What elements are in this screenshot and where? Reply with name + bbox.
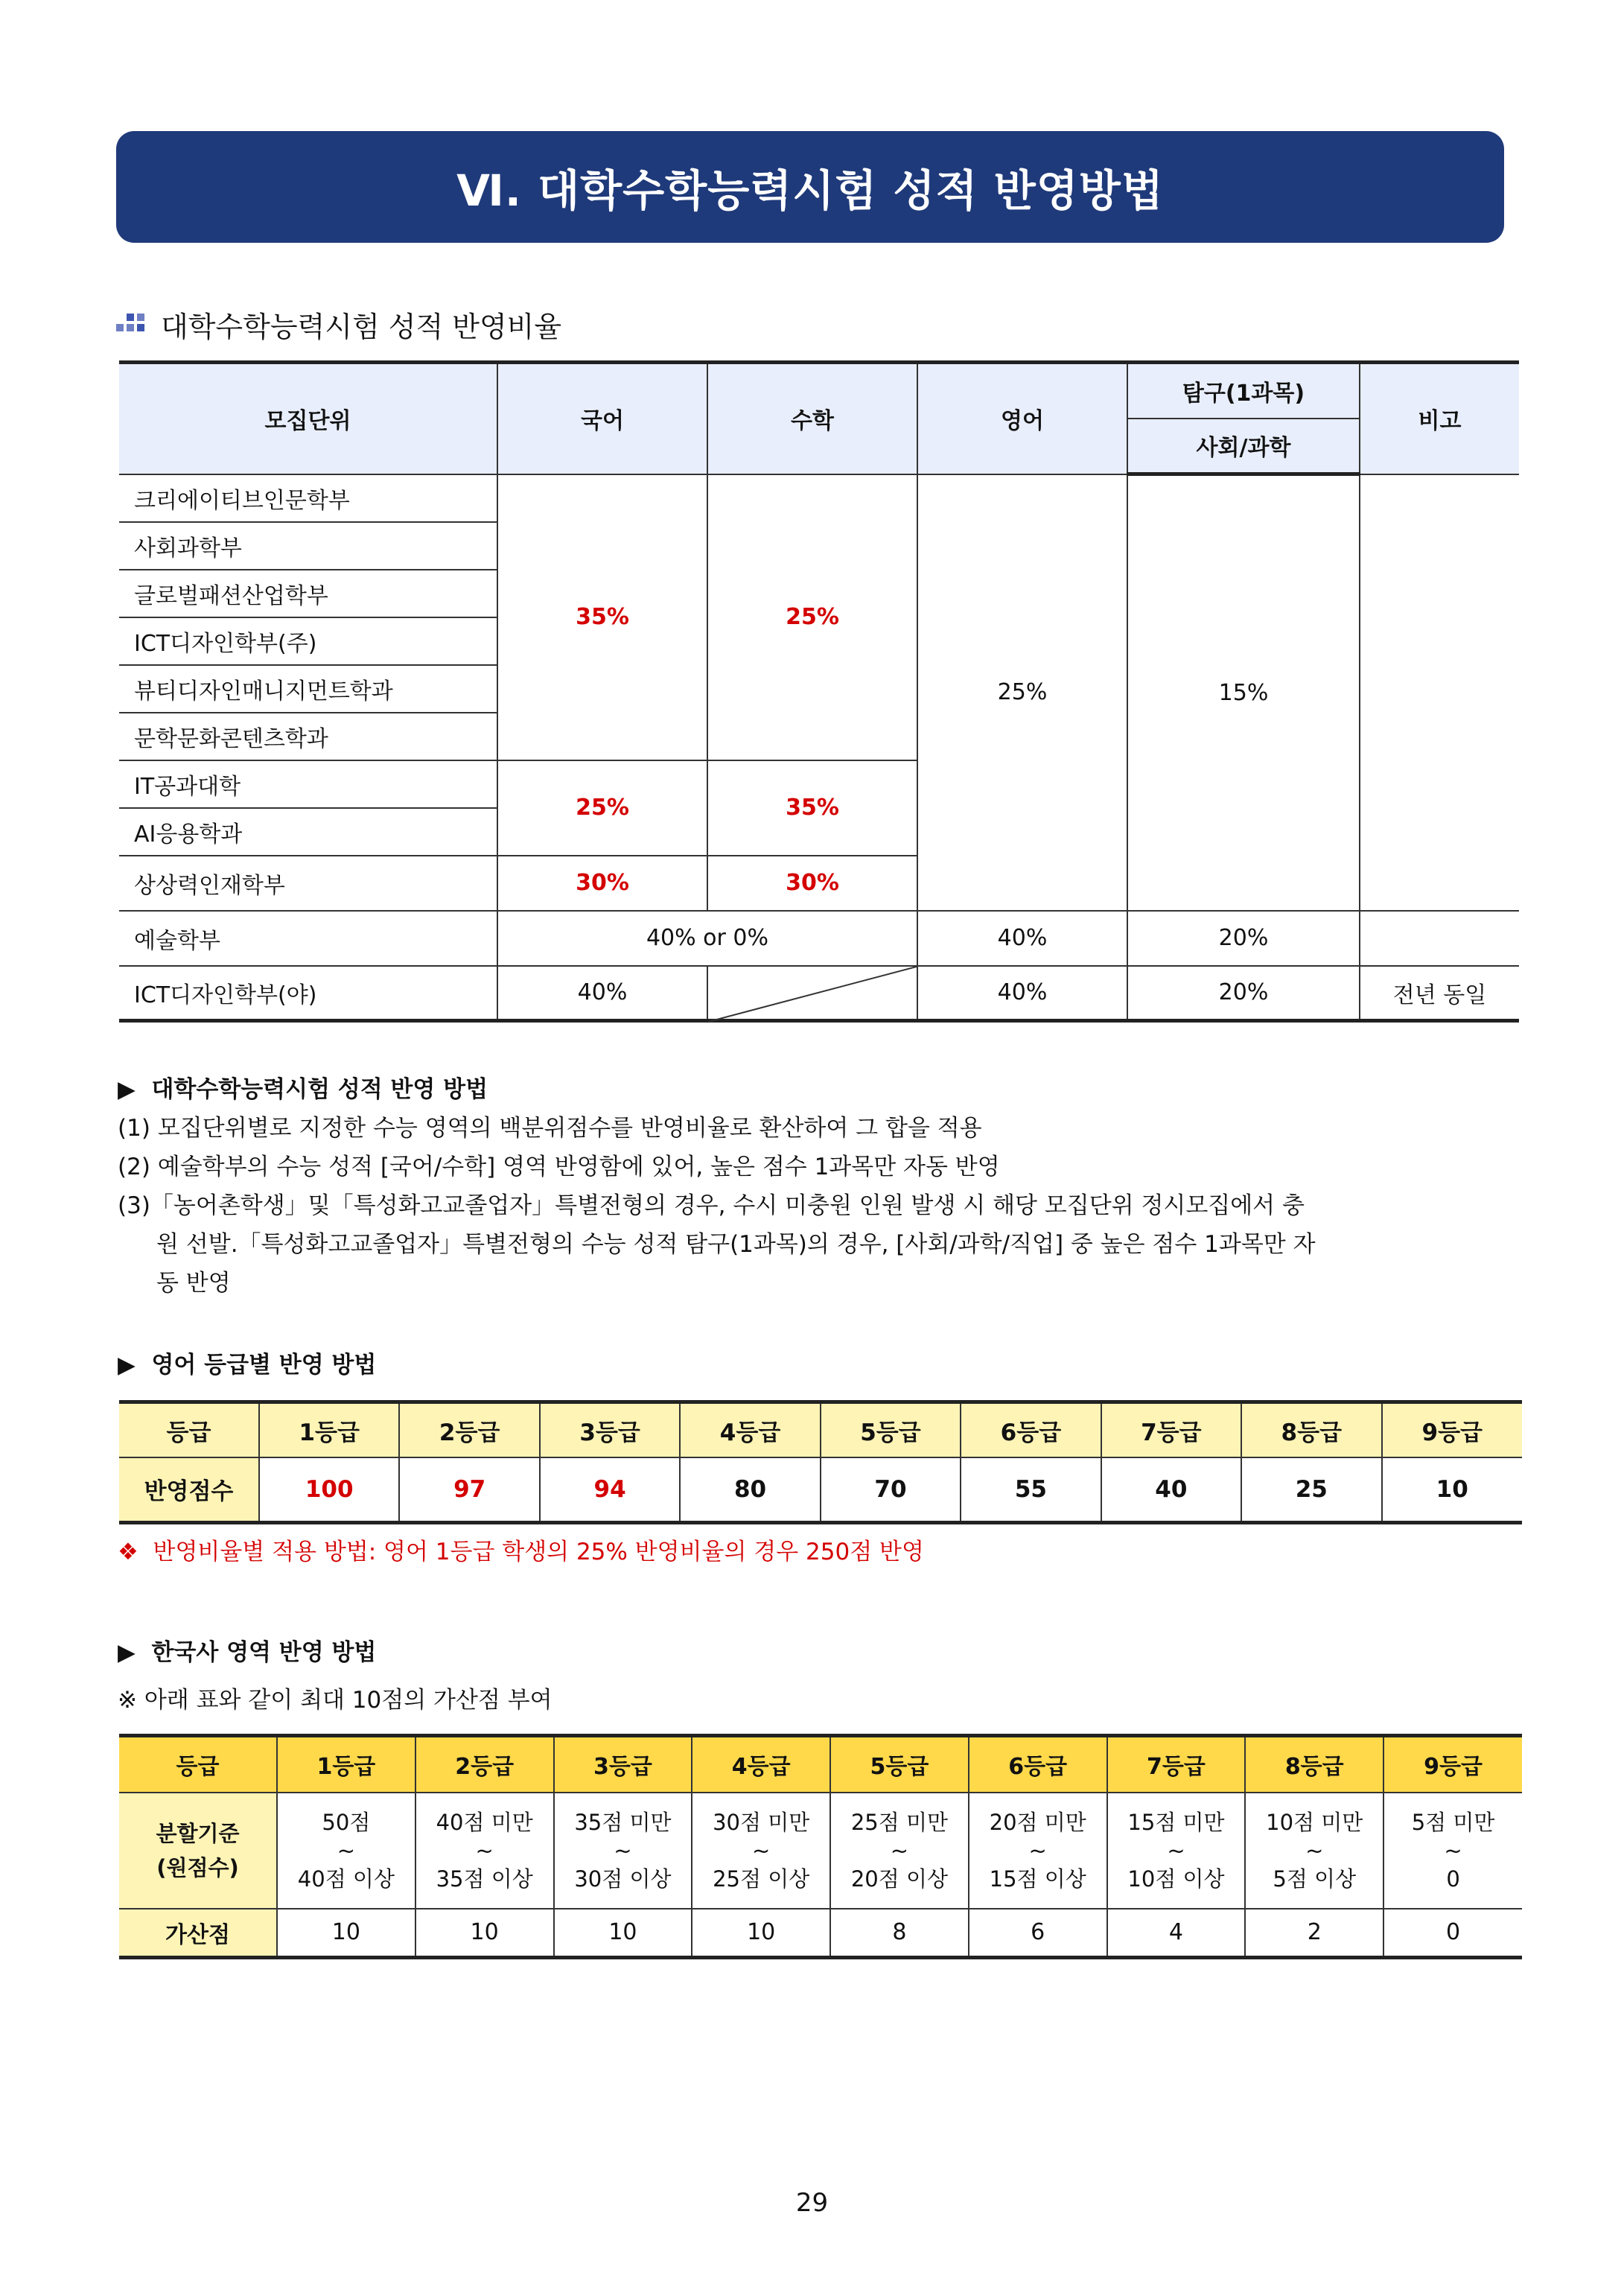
history-table <box>119 1734 1522 1959</box>
unit-cell: 글로벌패션산업학부 <box>119 570 497 617</box>
english-grade: 2등급 <box>399 1402 539 1457</box>
header-note: 비고 <box>1360 363 1519 474</box>
method-item: (3)「농어촌학생」및「특성화고교졸업자」특별전형의 경우, 수시 미충원 인원 발생 시 해당 모집단위 정시모집에서 충 <box>118 1192 1305 1219</box>
header-inquiry: 탐구(1과목) <box>1127 363 1360 419</box>
arts-note <box>1360 911 1519 966</box>
header-inquiry-sub: 사회/과학 <box>1127 419 1360 474</box>
unit-cell: 상상력인재학부 <box>119 856 497 911</box>
header-english: 영어 <box>917 363 1127 474</box>
history-criteria: 15점 미만 ~ 10점 이상 <box>1107 1793 1246 1909</box>
history-heading: ▶ 한국사 영역 반영 방법 <box>118 1639 377 1666</box>
history-criteria: 40점 미만 ~ 35점 이상 <box>415 1793 554 1909</box>
english-grade: 4등급 <box>680 1402 820 1457</box>
english-grade: 7등급 <box>1101 1402 1241 1457</box>
korean-ratio-group3: 30% <box>497 856 707 911</box>
english-note: ❖ 반영비율별 적용 방법: 영어 1등급 학생의 25% 반영비율의 경우 250점 반영 <box>118 1539 924 1565</box>
english-score: 40 <box>1101 1457 1241 1523</box>
ict-night-math-empty <box>707 966 917 1021</box>
arts-english: 40% <box>917 911 1127 966</box>
diagonal-slash <box>708 967 917 1022</box>
math-ratio-group3: 30% <box>707 856 917 911</box>
english-grade: 9등급 <box>1382 1402 1523 1457</box>
ict-night-english: 40% <box>917 966 1127 1021</box>
history-grade: 8등급 <box>1245 1736 1383 1793</box>
ict-night-korean: 40% <box>497 966 707 1021</box>
unit-cell: 사회과학부 <box>119 522 497 570</box>
method-item: 동 반영 <box>156 1270 231 1297</box>
diamond-bullet-icon: ❖ <box>118 1539 138 1565</box>
note-empty <box>1360 474 1519 911</box>
history-grade: 2등급 <box>415 1736 554 1793</box>
english-grade: 1등급 <box>259 1402 399 1457</box>
history-grade: 1등급 <box>277 1736 415 1793</box>
english-grade-table <box>119 1400 1522 1524</box>
english-score: 10 <box>1382 1457 1523 1523</box>
history-bonus-label: 가산점 <box>119 1909 277 1958</box>
arts-inquiry: 20% <box>1127 911 1360 966</box>
english-grade: 3등급 <box>540 1402 680 1457</box>
english-grade: 5등급 <box>821 1402 961 1457</box>
unit-cell-ict-night: ICT디자인학부(야) <box>119 966 497 1021</box>
method-item: (1) 모집단위별로 지정한 수능 영역의 백분위점수를 반영비율로 환산하여 그 합을 적용 <box>118 1115 982 1142</box>
english-score: 25 <box>1241 1457 1381 1523</box>
unit-cell: 문학문화콘텐츠학과 <box>119 713 497 760</box>
header-math: 수학 <box>707 363 917 474</box>
korean-ratio-group2: 25% <box>497 760 707 856</box>
history-grade: 4등급 <box>692 1736 830 1793</box>
history-criteria: 25점 미만 ~ 20점 이상 <box>830 1793 969 1909</box>
history-grade-label: 등급 <box>119 1736 277 1793</box>
korean-ratio-group1: 35% <box>497 474 707 760</box>
ratio-section-heading-text: 대학수학능력시험 성적 반영비율 <box>161 311 562 343</box>
method-section <box>118 1070 1316 1303</box>
arts-korean-math: 40% or 0% <box>497 911 917 966</box>
history-criteria-label: 분할기준 (원점수) <box>119 1793 277 1909</box>
history-grade: 5등급 <box>830 1736 969 1793</box>
english-grade: 6등급 <box>961 1402 1101 1457</box>
history-criteria: 30점 미만 ~ 25점 이상 <box>692 1793 830 1909</box>
math-ratio-group1: 25% <box>707 474 917 760</box>
math-ratio-group2: 35% <box>707 760 917 856</box>
history-subnote: ※ 아래 표와 같이 최대 10점의 가산점 부여 <box>118 1687 553 1714</box>
page-number: 29 <box>795 2188 829 2218</box>
history-bonus: 10 <box>692 1909 830 1958</box>
ict-night-inquiry: 20% <box>1127 966 1360 1021</box>
unit-cell: ICT디자인학부(주) <box>119 617 497 665</box>
history-bonus: 0 <box>1383 1909 1522 1958</box>
ratio-table <box>119 360 1519 1023</box>
history-grade: 3등급 <box>554 1736 692 1793</box>
english-grade-label: 등급 <box>119 1402 259 1457</box>
english-heading: ▶ 영어 등급별 반영 방법 <box>118 1352 377 1378</box>
english-score: 80 <box>680 1457 820 1523</box>
english-score: 94 <box>540 1457 680 1523</box>
english-score: 97 <box>399 1457 539 1523</box>
history-grade: 9등급 <box>1383 1736 1522 1793</box>
history-bonus: 2 <box>1245 1909 1383 1958</box>
unit-cell: 뷰티디자인매니지먼트학과 <box>119 665 497 713</box>
header-korean: 국어 <box>497 363 707 474</box>
unit-cell: 크리에이티브인문학부 <box>119 474 497 522</box>
english-grade: 8등급 <box>1241 1402 1381 1457</box>
history-grade: 6등급 <box>969 1736 1107 1793</box>
history-grade: 7등급 <box>1107 1736 1246 1793</box>
triangle-bullet-icon: ▶ <box>118 1076 136 1103</box>
ict-night-note: 전년 동일 <box>1360 966 1519 1021</box>
unit-cell: IT공과대학 <box>119 760 497 808</box>
ratio-section-heading <box>116 304 561 345</box>
inquiry-ratio-shared: 15% <box>1127 474 1360 911</box>
header-unit: 모집단위 <box>119 363 497 474</box>
bullet-squares-icon <box>116 314 147 336</box>
english-score: 70 <box>821 1457 961 1523</box>
unit-cell-arts: 예술학부 <box>119 911 497 966</box>
page-title: Ⅵ. 대학수학능력시험 성적 반영방법 <box>116 131 1504 243</box>
english-ratio-shared: 25% <box>917 474 1127 911</box>
method-item: 원 선발.「특성화고교졸업자」특별전형의 수능 성적 탐구(1과목)의 경우, [사회/과학/직업] 중 높은 점수 1과목만 자 <box>156 1231 1316 1258</box>
history-bonus: 6 <box>969 1909 1107 1958</box>
history-bonus: 10 <box>277 1909 415 1958</box>
method-heading: ▶ 대학수학능력시험 성적 반영 방법 <box>118 1076 488 1103</box>
history-criteria: 50점 ~ 40점 이상 <box>277 1793 415 1909</box>
triangle-bullet-icon: ▶ <box>118 1352 136 1378</box>
history-criteria: 10점 미만 ~ 5점 이상 <box>1245 1793 1383 1909</box>
english-score-label: 반영점수 <box>119 1457 259 1523</box>
history-criteria: 35점 미만 ~ 30점 이상 <box>554 1793 692 1909</box>
history-bonus: 8 <box>830 1909 969 1958</box>
history-bonus: 10 <box>554 1909 692 1958</box>
triangle-bullet-icon: ▶ <box>118 1639 136 1666</box>
history-bonus: 4 <box>1107 1909 1246 1958</box>
history-criteria: 20점 미만 ~ 15점 이상 <box>969 1793 1107 1909</box>
english-score: 55 <box>961 1457 1101 1523</box>
history-criteria: 5점 미만 ~ 0 <box>1383 1793 1522 1909</box>
unit-cell: AI응용학과 <box>119 808 497 856</box>
english-score: 100 <box>259 1457 399 1523</box>
method-item: (2) 예술학부의 수능 성적 [국어/수학] 영역 반영함에 있어, 높은 점수 1과목만 자동 반영 <box>118 1154 1000 1180</box>
history-bonus: 10 <box>415 1909 554 1958</box>
